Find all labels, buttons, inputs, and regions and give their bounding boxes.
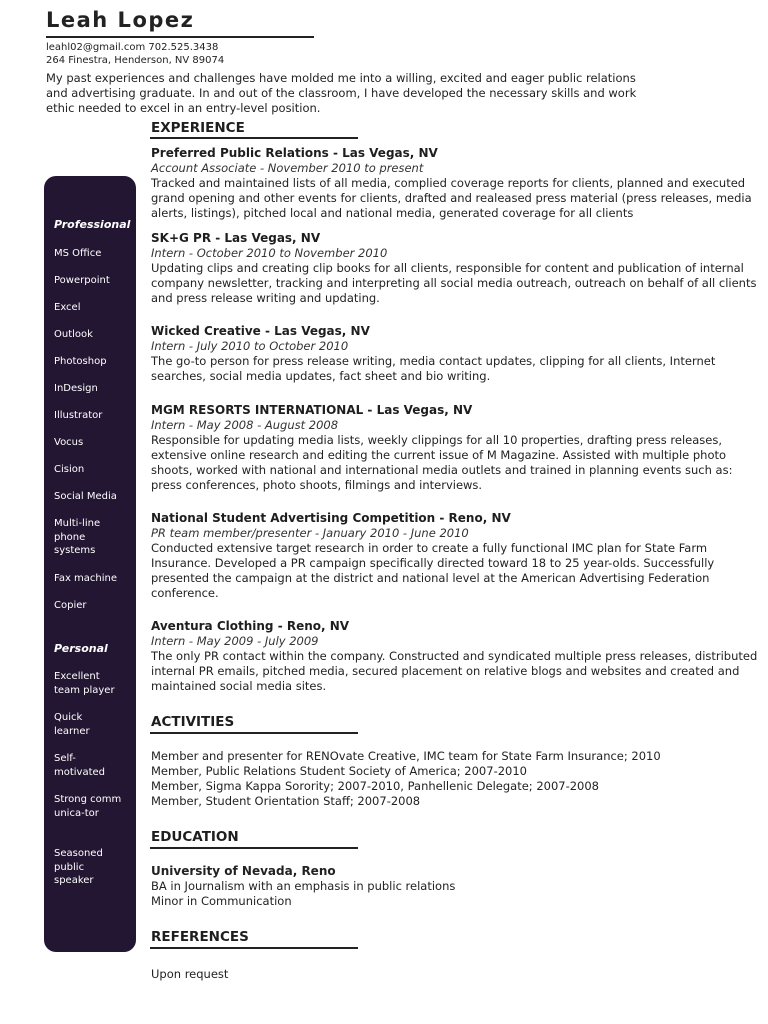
personal-trait: Seasoned public speaker: [54, 848, 103, 886]
personal-trait: Strong communica-tor: [54, 794, 122, 819]
candidate-name: Leah Lopez: [46, 8, 195, 32]
activity-item: Member, Public Relations Student Society of America; 2007-2010: [151, 764, 527, 778]
activity-item: Member and presenter for RENOvate Creative, IMC team for State Farm Insurance; 2010: [151, 749, 661, 763]
job-entry: [151, 619, 763, 694]
education-school: University of Nevada, Reno: [151, 864, 336, 878]
contact-address: 264 Finestra, Henderson, NV 89074: [46, 55, 225, 66]
job-title: Wicked Creative - Las Vegas, NV: [151, 324, 370, 338]
job-entry: [151, 511, 763, 601]
experience-rule: [150, 137, 358, 139]
personal-trait: Excellent team player: [54, 671, 115, 696]
skill-item: Vocus: [54, 437, 84, 448]
education-degree: BA in Journalism with an emphasis in public relations: [151, 879, 456, 893]
activity-item: Member, Sigma Kappa Sorority; 2007-2010, Panhellenic Delegate; 2007-2008: [151, 779, 600, 793]
skill-item: InDesign: [54, 383, 98, 394]
contact-email-phone: leahl02@gmail.com 702.525.3438: [46, 42, 219, 53]
job-description: Updating clips and creating clip books for all clients, responsible for content and publication of internal company newsletter, tracking and interpreting all social media outreach, outreach on behalf of all clients and press release writing and updating.: [151, 261, 757, 305]
job-description: Tracked and maintained lists of all media, complied coverage reports for clients, planned and executed grand opening and other events for clients, drafted and realeased press material (press releases, media alerts, listings), pitched local and national media, generated coverage for all clients: [151, 176, 752, 220]
job-title: SK+G PR - Las Vegas, NV: [151, 231, 321, 245]
job-title: MGM RESORTS INTERNATIONAL - Las Vegas, NV: [151, 403, 473, 417]
skill-item: MS Office: [54, 248, 102, 259]
job-title: National Student Advertising Competition - Reno, NV: [151, 511, 511, 525]
job-description: Conducted extensive target research in order to create a fully functional IMC plan for State Farm Insurance. Developed a PR campaign specifically directed toward 18 to 25 year-olds. Successfully presented the campaign at the district and national level at the American Advertising Federation conference.: [151, 541, 715, 600]
references-value: Upon request: [151, 967, 229, 981]
job-role: Intern - May 2008 - August 2008: [151, 418, 339, 432]
activities-list: [151, 749, 661, 809]
activities-rule: [150, 732, 358, 734]
references-heading: REFERENCES: [151, 929, 249, 945]
job-entry: [151, 231, 763, 306]
job-role: PR team member/presenter - January 2010 - June 2010: [151, 526, 469, 540]
job-entry: [151, 403, 763, 493]
activities-heading: ACTIVITIES: [151, 714, 235, 730]
job-entry: [151, 146, 763, 221]
personal-heading: Personal: [54, 642, 108, 655]
references-text: [151, 967, 228, 982]
professional-heading: Professional: [54, 218, 131, 231]
job-role: Intern - October 2010 to November 2010: [151, 246, 388, 260]
personal-trait: Quick learner: [54, 712, 90, 737]
education-minor: Minor in Communication: [151, 894, 292, 908]
job-entry: [151, 324, 763, 384]
name-underline: [46, 36, 314, 38]
education-block: [151, 864, 455, 909]
skill-item: Cision: [54, 464, 85, 475]
personal-trait: Self-motivated: [54, 753, 106, 778]
skill-item: Multi-line phone systems: [54, 518, 101, 556]
skill-item: Social Media: [54, 491, 117, 502]
skill-item: Outlook: [54, 329, 93, 340]
skill-item: Excel: [54, 302, 81, 313]
references-rule: [150, 947, 358, 949]
skill-item: Photoshop: [54, 356, 107, 367]
skills-sidebar: [44, 176, 136, 952]
experience-heading: EXPERIENCE: [151, 120, 245, 136]
activity-item: Member, Student Orientation Staff; 2007-2008: [151, 794, 421, 808]
skill-item: Illustrator: [54, 410, 103, 421]
job-description: Responsible for updating media lists, weekly clippings for all 10 properties, drafting press releases, extensive online research and editing the current issue of M Magazine. Assisted with multiple photo shoots, worked with national and international media outlets and trained in planning events such as: press conferences, photo shoots, filmings and interviews.: [151, 433, 733, 492]
education-heading: EDUCATION: [151, 829, 239, 845]
job-role: Intern - May 2009 - July 2009: [151, 634, 319, 648]
skill-item: Fax machine: [54, 573, 118, 584]
job-title: Preferred Public Relations - Las Vegas, NV: [151, 146, 438, 160]
job-role: Account Associate - November 2010 to present: [151, 161, 424, 175]
job-description: The go-to person for press release writing, media contact updates, clipping for all clients, Internet searches, social media updates, fact sheet and bio writing.: [151, 354, 716, 383]
skill-item: Powerpoint: [54, 275, 110, 286]
job-title: Aventura Clothing - Reno, NV: [151, 619, 350, 633]
education-rule: [150, 847, 358, 849]
job-role: Intern - July 2010 to October 2010: [151, 339, 349, 353]
intro-summary: My past experiences and challenges have molded me into a willing, excited and eager public relations and advertising graduate. In and out of the classroom, I have developed the necessary skills and work ethic needed to excel in an entry-level position.: [46, 71, 637, 115]
skill-item: Copier: [54, 600, 87, 611]
job-description: The only PR contact within the company. Constructed and syndicated multiple press releases, distributed internal PR emails, pitched media, secured placement on relative blogs and websites and created and maintained social media sites.: [151, 649, 758, 693]
